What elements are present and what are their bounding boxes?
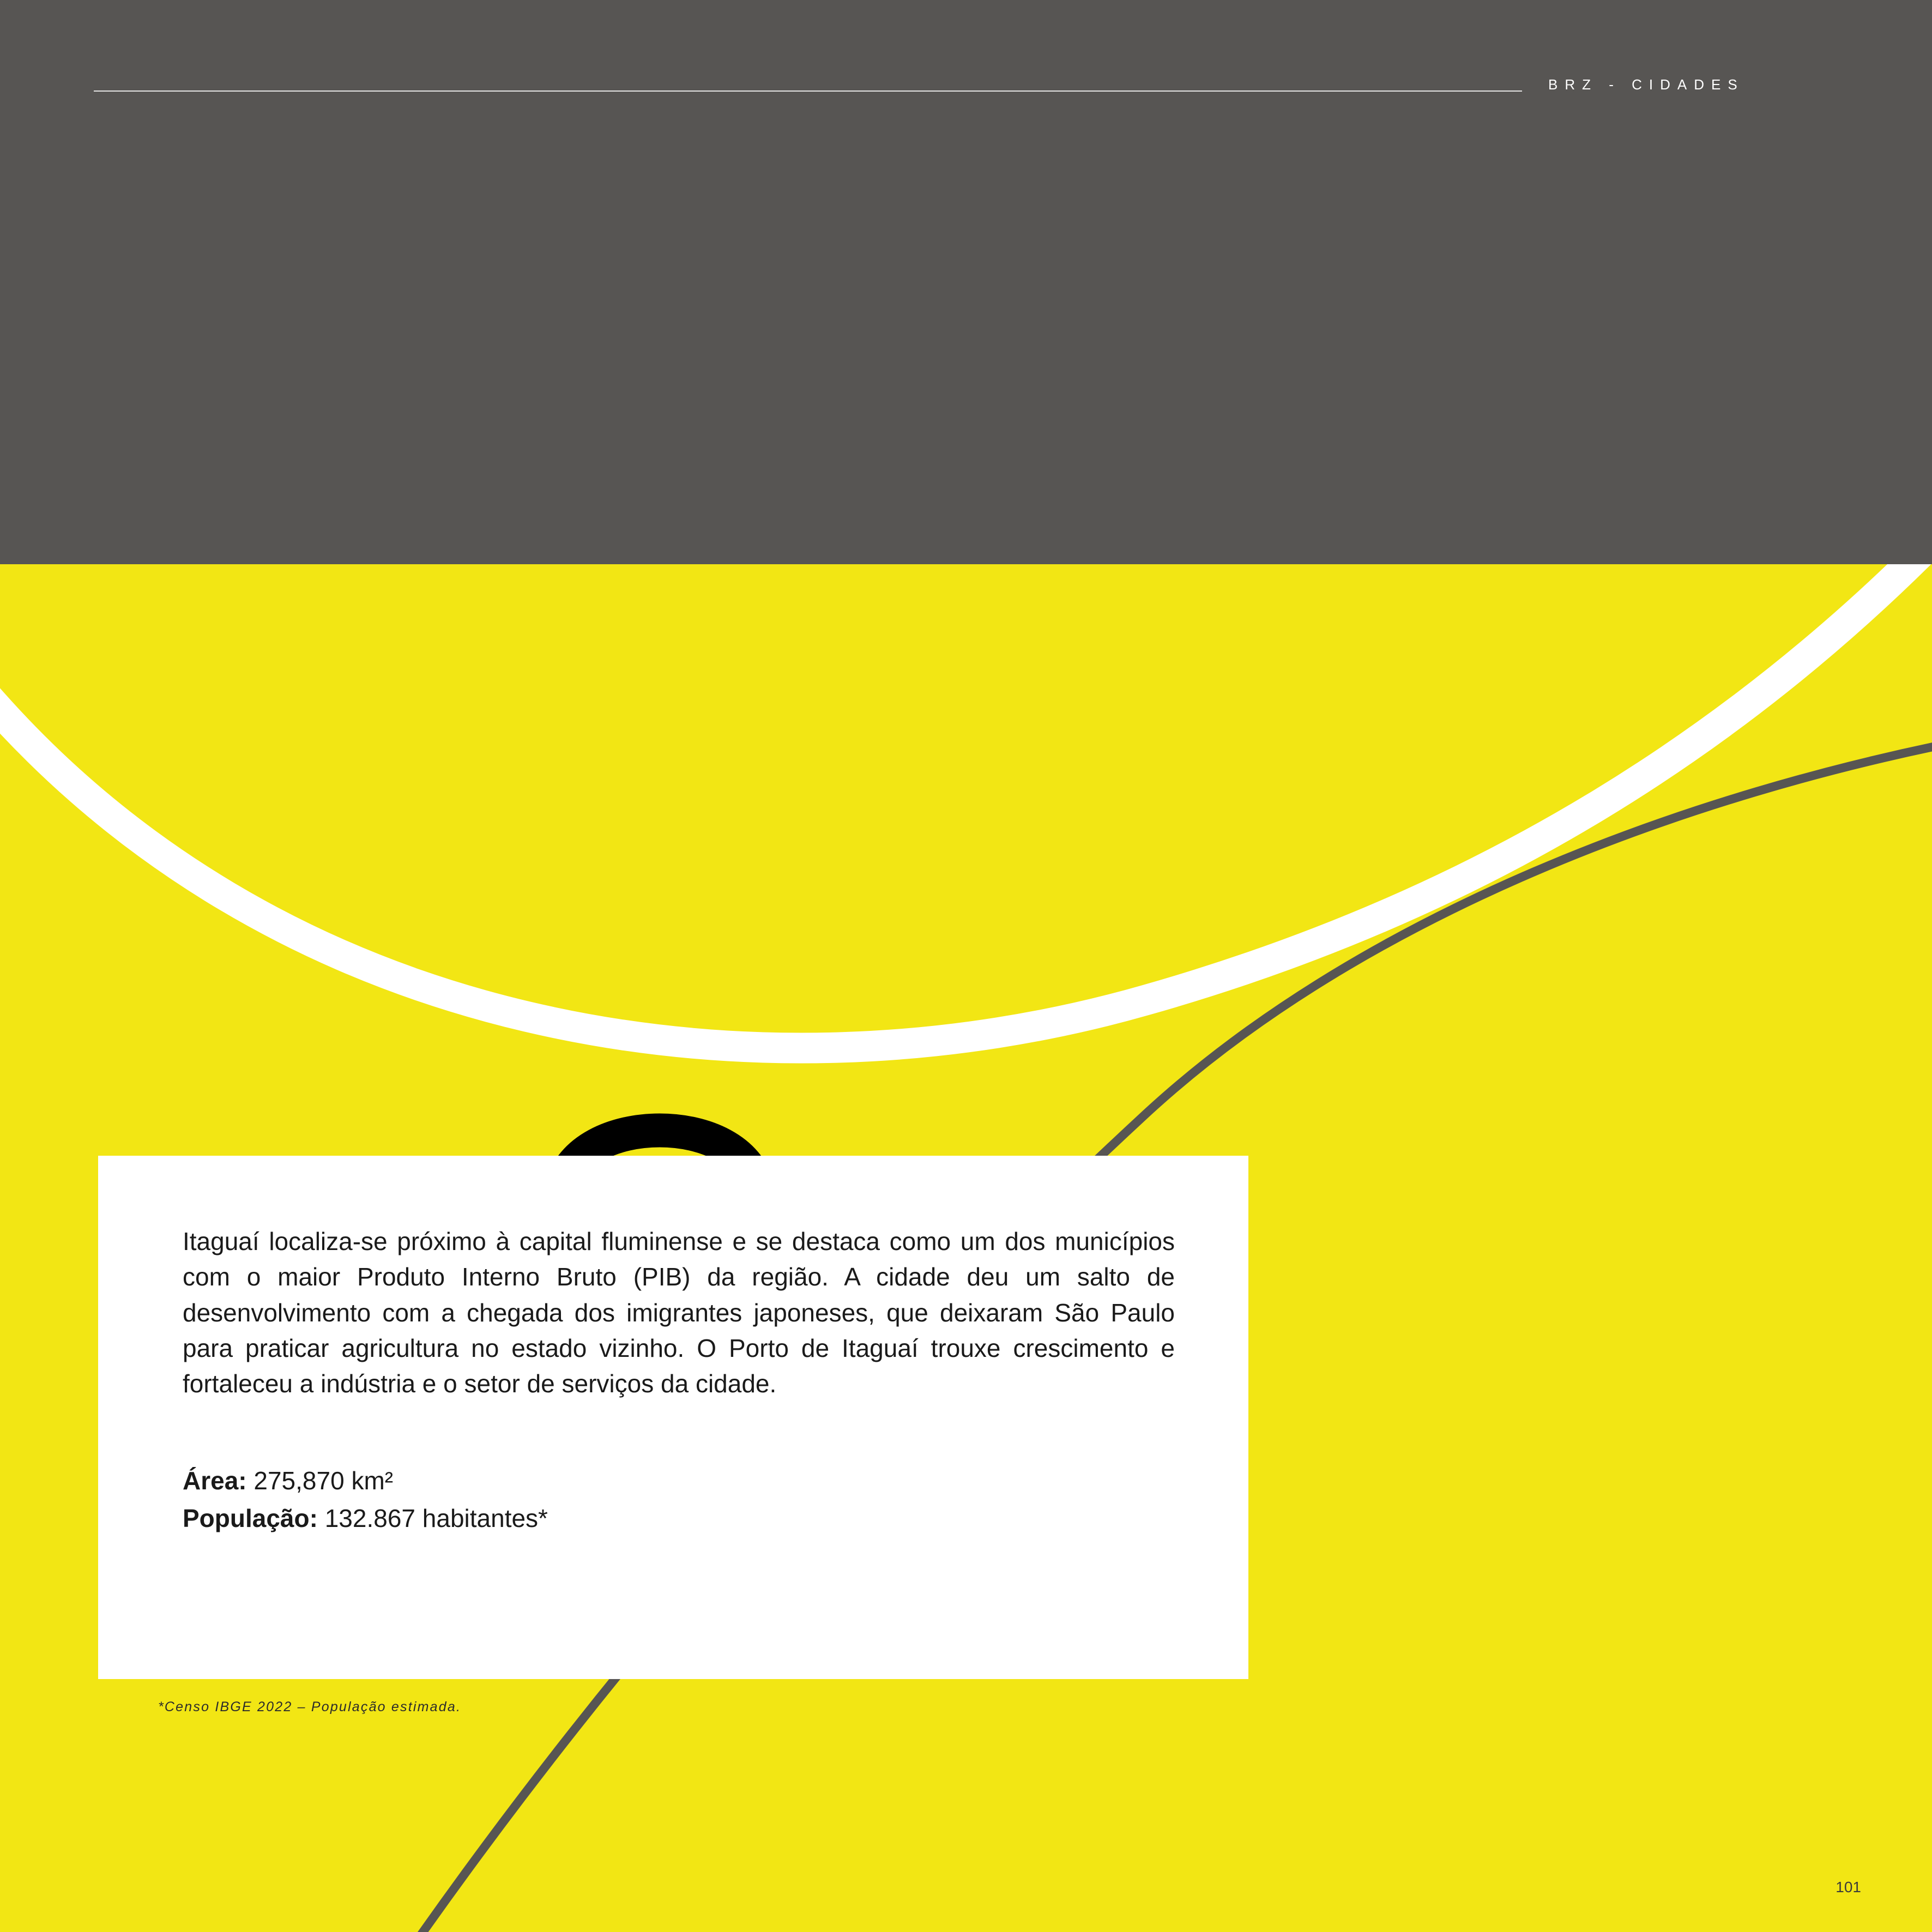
page-number: 101 bbox=[1836, 1879, 1861, 1895]
fact-population bbox=[183, 1500, 1175, 1537]
footnote: *Censo IBGE 2022 – População estimada. bbox=[158, 1699, 462, 1714]
info-card-body bbox=[183, 1224, 1175, 1537]
fact-area-value: 275,870 km² bbox=[253, 1466, 394, 1495]
header-divider bbox=[94, 90, 1522, 92]
white-curve-icon bbox=[0, 564, 1932, 1048]
info-card bbox=[98, 1156, 1248, 1679]
city-description: Itaguaí localiza-se próximo à capital fluminense e se destaca como um dos municípios com o maior Produto Interno Bruto (PIB) da região. A cidade deu um salto de desenvolvimento com a chegada dos imigrantes japoneses, que deixaram São Paulo para praticar agricultura no estado vizinho. O Porto de Itaguaí trouxe crescimento e fortaleceu a indústria e o setor de serviços da cidade. bbox=[183, 1227, 1175, 1398]
fact-area-label: Área: bbox=[183, 1466, 247, 1495]
fact-population-label: População: bbox=[183, 1504, 318, 1532]
header-label: BRZ - CIDADES bbox=[1548, 76, 1744, 93]
fact-population-value: 132.867 habitantes* bbox=[324, 1504, 548, 1532]
city-facts bbox=[183, 1462, 1175, 1537]
fact-area bbox=[183, 1462, 1175, 1500]
